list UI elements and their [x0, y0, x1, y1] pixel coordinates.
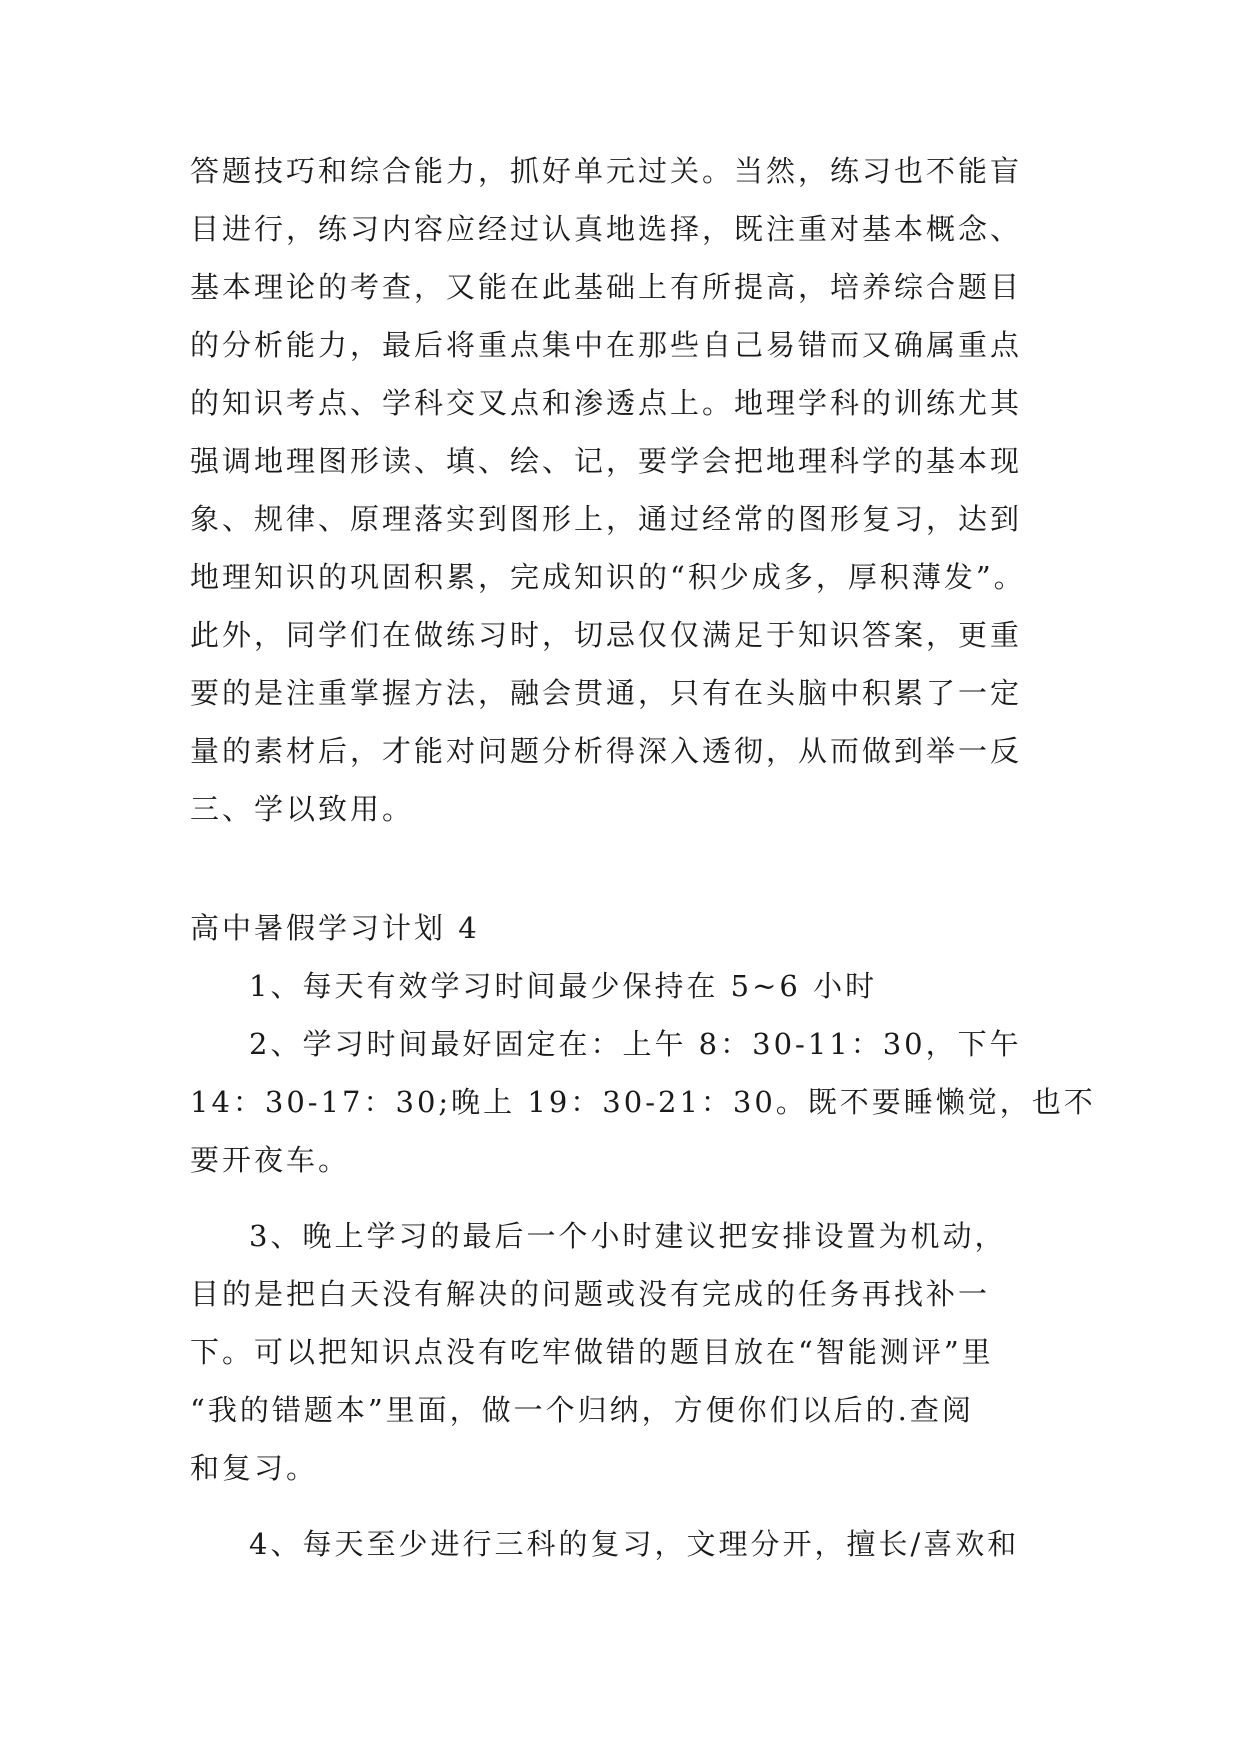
item-1-line-1: 1、每天有效学习时间最少保持在 5~6 小时 — [249, 969, 878, 1003]
item-2-line-3: 要开夜车。 — [190, 1143, 351, 1177]
paragraph-1-line-6: 强调地理图形读、填、绘、记，要学会把地理科学的基本现 — [190, 444, 1023, 478]
paragraph-1-line-12: 三、学以致用。 — [190, 792, 415, 826]
item-2-line-1: 2、学习时间最好固定在：上午 8：30-11：30，下午 — [249, 1027, 1022, 1061]
item-3-line-4: “我的错题本”里面，做一个归纳，方便你们以后的.查阅 — [190, 1393, 974, 1427]
paragraph-1-line-7: 象、规律、原理落实到图形上，通过经常的图形复习，达到 — [190, 502, 1023, 536]
paragraph-1-line-5: 的知识考点、学科交叉点和渗透点上。地理学科的训练尤其 — [190, 386, 1023, 420]
paragraph-1-line-1: 答题技巧和综合能力，抓好单元过关。当然，练习也不能盲 — [190, 154, 1023, 188]
item-3-line-5: 和复习。 — [190, 1451, 319, 1485]
item-3-line-1: 3、晚上学习的最后一个小时建议把安排设置为机动， — [249, 1219, 1007, 1253]
paragraph-1-line-8: 地理知识的巩固积累，完成知识的“积少成多，厚积薄发”。 — [190, 560, 1026, 594]
paragraph-1-line-11: 量的素材后，才能对问题分析得深入透彻，从而做到举一反 — [190, 734, 1023, 768]
paragraph-1-line-2: 目进行，练习内容应经过认真地选择，既注重对基本概念、 — [190, 212, 1023, 246]
item-3-line-3: 下。可以把知识点没有吃牢做错的题目放在“智能测评”里 — [190, 1335, 994, 1369]
paragraph-1-line-4: 的分析能力，最后将重点集中在那些自己易错而又确属重点 — [190, 328, 1023, 362]
section-heading: 高中暑假学习计划 4 — [190, 911, 480, 945]
paragraph-1-line-9: 此外，同学们在做练习时，切忌仅仅满足于知识答案，更重 — [190, 618, 1023, 652]
item-3-line-2: 目的是把白天没有解决的问题或没有完成的任务再找补一 — [190, 1277, 991, 1311]
item-4-line-1: 4、每天至少进行三科的复习，文理分开，擅长/喜欢和 — [249, 1527, 1020, 1561]
item-2-line-2: 14：30-17：30;晚上 19：30-21：30。既不要睡懒觉，也不 — [190, 1085, 1096, 1119]
paragraph-1-line-3: 基本理论的考查，又能在此基础上有所提高，培养综合题目 — [190, 270, 1023, 304]
paragraph-1-line-10: 要的是注重掌握方法，融会贯通，只有在头脑中积累了一定 — [190, 676, 1023, 710]
